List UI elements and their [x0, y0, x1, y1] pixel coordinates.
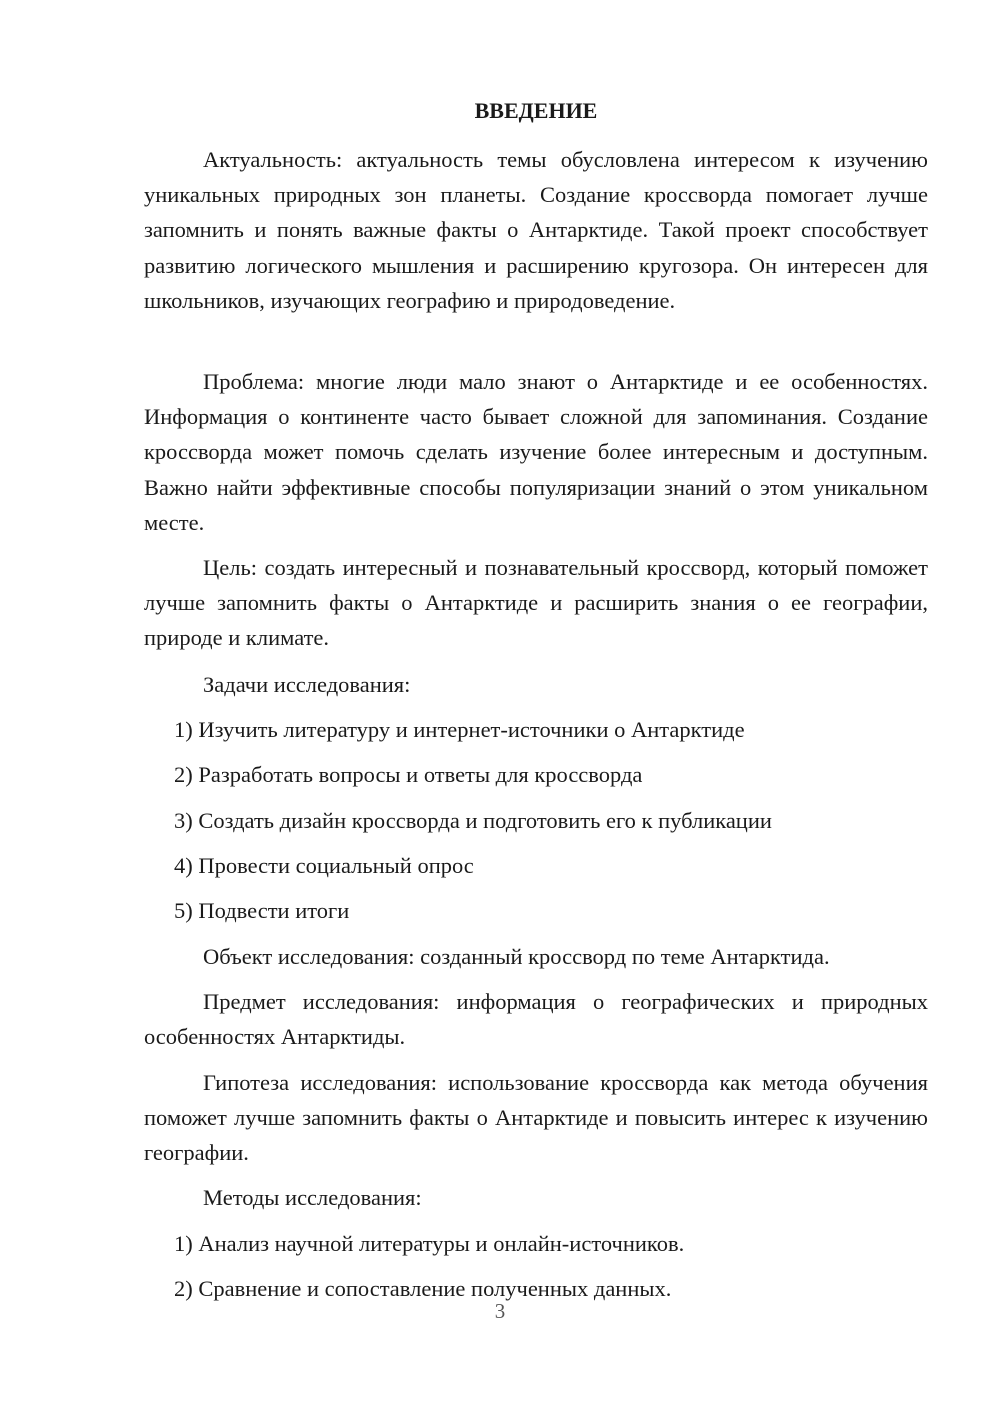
page-title: ВВЕДЕНИЕ [474, 98, 598, 123]
hypothesis-paragraph: Гипотеза исследования: использование кроссворда как метода обучения поможет лучше запомнить факты о Антарктиде и повысить интерес к изучению географии. [144, 1070, 928, 1166]
task-item: 3) Создать дизайн кроссворда и подготовить его к публикации [174, 808, 772, 833]
subject-paragraph: Предмет исследования: информация о географических и природных особенностях Антарктиды. [144, 989, 928, 1050]
page-number: 3 [494, 1299, 506, 1323]
goal-paragraph: Цель: создать интересный и познавательный кроссворд, который поможет лучше запомнить факты о Антарктиде и расширить знания о ее географии, природе и климате. [144, 555, 928, 651]
relevance-paragraph: Актуальность: актуальность темы обусловлена интересом к изучению уникальных природных зон планеты. Создание кроссворда помогает лучше запомнить и понять важные факты о Антарктиде. Такой проект способствует развитию логического мышления и расширению кругозора. Он интересен для школьников, изучающих географию и природоведение. [144, 147, 928, 313]
task-item: 1) Изучить литературу и интернет-источники о Антарктиде [174, 717, 745, 742]
method-item: 1) Анализ научной литературы и онлайн-источников. [174, 1231, 685, 1256]
tasks-heading: Задачи исследования: [203, 672, 411, 697]
object-paragraph: Объект исследования: созданный кроссворд по теме Антарктида. [203, 944, 830, 969]
methods-heading: Методы исследования: [203, 1185, 422, 1210]
problem-paragraph: Проблема: многие люди мало знают о Антарктиде и ее особенностях. Информация о континенте часто бывает сложной для запоминания. Создание кроссворда может помочь сделать изучение более интересным и доступным. Важно найти эффективные способы популяризации знаний о этом уникальном месте. [144, 369, 928, 535]
task-item: 2) Разработать вопросы и ответы для кроссворда [174, 762, 643, 787]
task-item: 4) Провести социальный опрос [174, 853, 474, 878]
task-item: 5) Подвести итоги [174, 898, 350, 923]
method-item: 2) Сравнение и сопоставление полученных данных. [174, 1276, 672, 1301]
